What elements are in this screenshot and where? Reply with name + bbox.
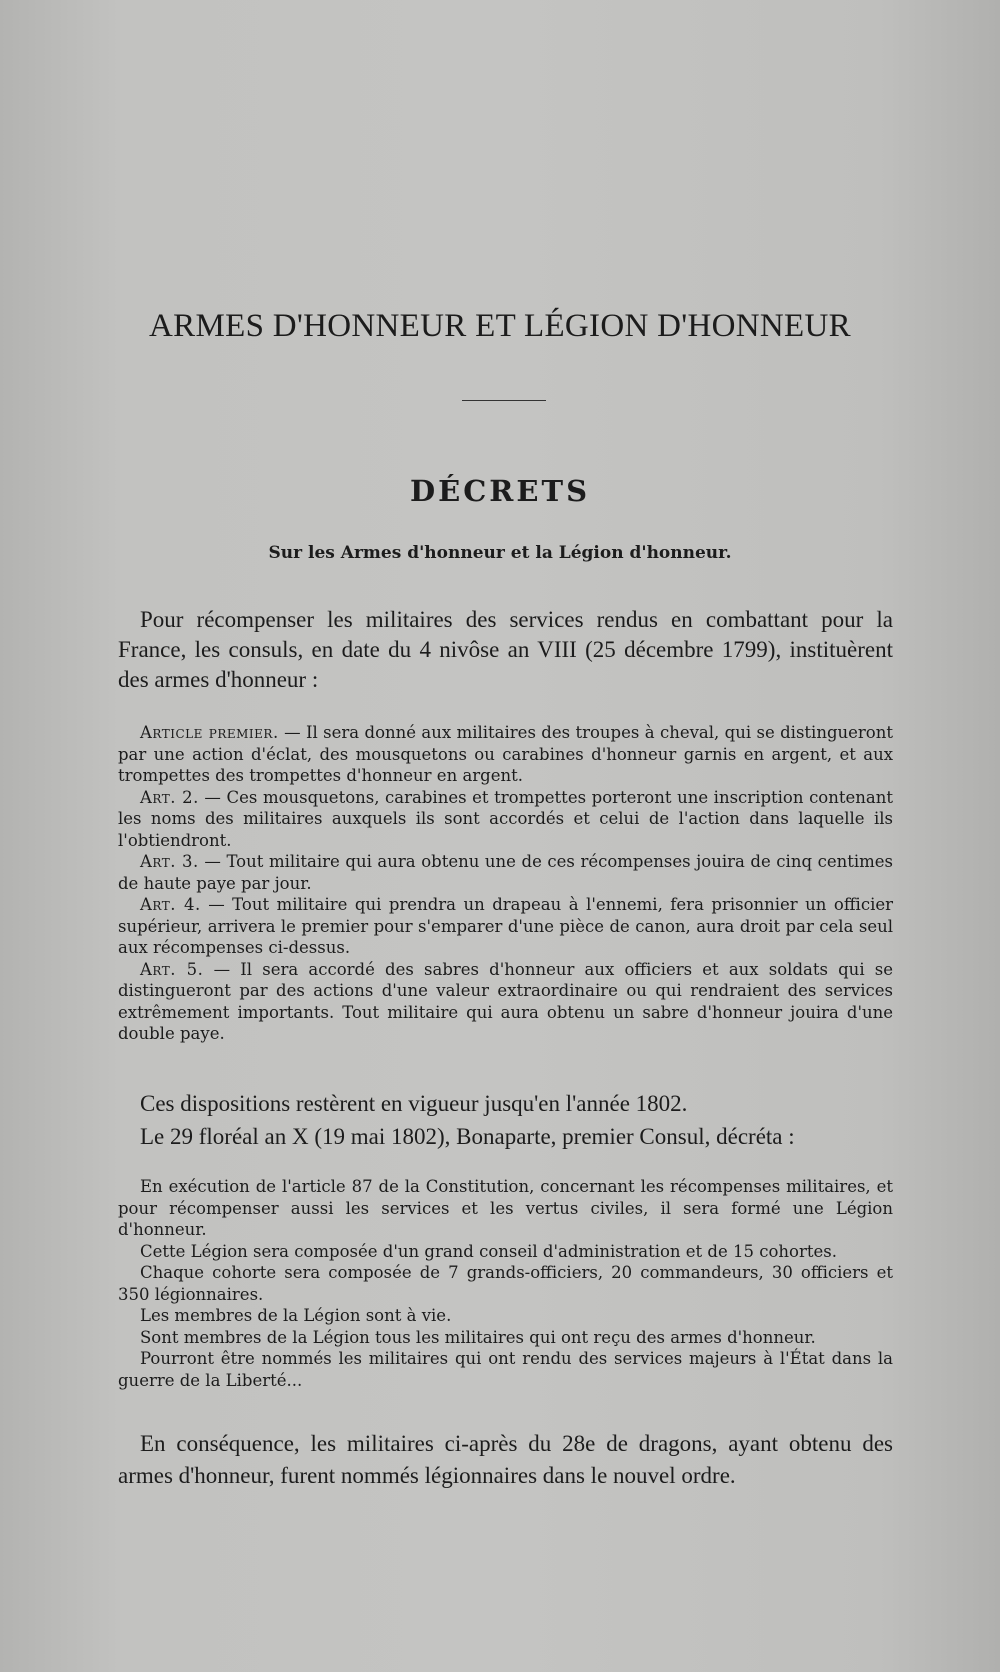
page-title: ARMES D'HONNEUR ET LÉGION D'HONNEUR xyxy=(149,308,851,344)
article-label: Article premier. xyxy=(140,723,279,742)
decree-paragraph: Les membres de la Légion sont à vie. xyxy=(140,1306,452,1325)
transition-paragraph: Ces dispositions restèrent en vigueur jusqu'en l'année 1802. xyxy=(140,1091,688,1116)
decree-paragraph: Cette Légion sera composée d'un grand conseil d'administration et de 15 cohortes. xyxy=(140,1241,837,1261)
article-3 xyxy=(118,851,893,894)
title-divider xyxy=(462,400,546,401)
article-text: — Ces mousquetons, carabines et trompettes porteront une inscription contenant les noms des militaires auxquels ils sont accordés et celui de l'action dans laquelle ils l'obtiendront. xyxy=(118,787,893,850)
section-subtitle: Sur les Armes d'honneur et la Légion d'honneur. xyxy=(268,543,732,563)
decree-paragraph: Sont membres de la Légion tous les militaires qui ont reçu des armes d'honneur. xyxy=(140,1327,816,1347)
decree-section xyxy=(118,1176,893,1391)
decree-paragraph: Pourront être nommés les militaires qui ont rendu des services majeurs à l'État dans la guerre de la Liberté... xyxy=(118,1349,893,1390)
article-text: — Tout militaire qui prendra un drapeau à l'ennemi, fera prisonnier un officier supérieur, arrivera le premier pour s'emparer d'une pièce de canon, aura droit par cela seul aux récompenses ci-dessus. xyxy=(118,895,893,957)
intro-paragraph: Pour récompenser les militaires des services rendus en combattant pour la France, les consuls, en date du 4 nivôse an VIII (25 décembre 1799), instituèrent des armes d'honneur : xyxy=(118,607,893,692)
article-label: Art. 4. xyxy=(140,895,201,914)
article-text: — Il sera accordé des sabres d'honneur aux officiers et aux soldats qui se distingueront par des actions d'une valeur extraordinaire ou qui rendraient des services extrêmement importants. Tout militaire qui aura obtenu un sabre d'honneur jouira d'une double paye. xyxy=(118,959,894,1043)
transition-section xyxy=(118,1087,893,1153)
article-2 xyxy=(118,787,893,852)
article-4 xyxy=(118,894,893,959)
article-1 xyxy=(118,722,893,787)
transition-paragraph: Le 29 floréal an X (19 mai 1802), Bonaparte, premier Consul, décréta : xyxy=(140,1124,795,1149)
article-text: — Il sera donné aux militaires des troupes à cheval, qui se distingueront par une action d'éclat, des mousquetons ou carabines d'honneur garnis en argent, et aux trompettes des trompettes d'honneur en argent. xyxy=(118,723,893,785)
intro-section xyxy=(118,605,893,695)
decree-paragraph: En exécution de l'article 87 de la Constitution, concernant les récompenses militaires, et pour récompenser aussi les services et les vertus civiles, il sera formé une Légion d'honneur. xyxy=(118,1177,893,1239)
article-label: Art. 5. xyxy=(140,959,204,979)
article-5 xyxy=(118,959,893,1045)
article-label: Art. 2. xyxy=(140,787,199,807)
section-title: DÉCRETS xyxy=(409,474,591,508)
article-text: — Tout militaire qui aura obtenu une de ces récompenses jouira de cinq centimes de haute paye par jour. xyxy=(118,852,893,893)
conclusion-section xyxy=(118,1428,893,1492)
articles-section xyxy=(118,722,893,1045)
conclusion-paragraph: En conséquence, les militaires ci-après du 28e de dragons, ayant obtenu des armes d'honneur, furent nommés légionnaires dans le nouvel ordre. xyxy=(118,1431,893,1488)
article-label: Art. 3. xyxy=(140,852,199,871)
decree-paragraph: Chaque cohorte sera composée de 7 grands-officiers, 20 commandeurs, 30 officiers et 350 légionnaires. xyxy=(118,1263,893,1304)
